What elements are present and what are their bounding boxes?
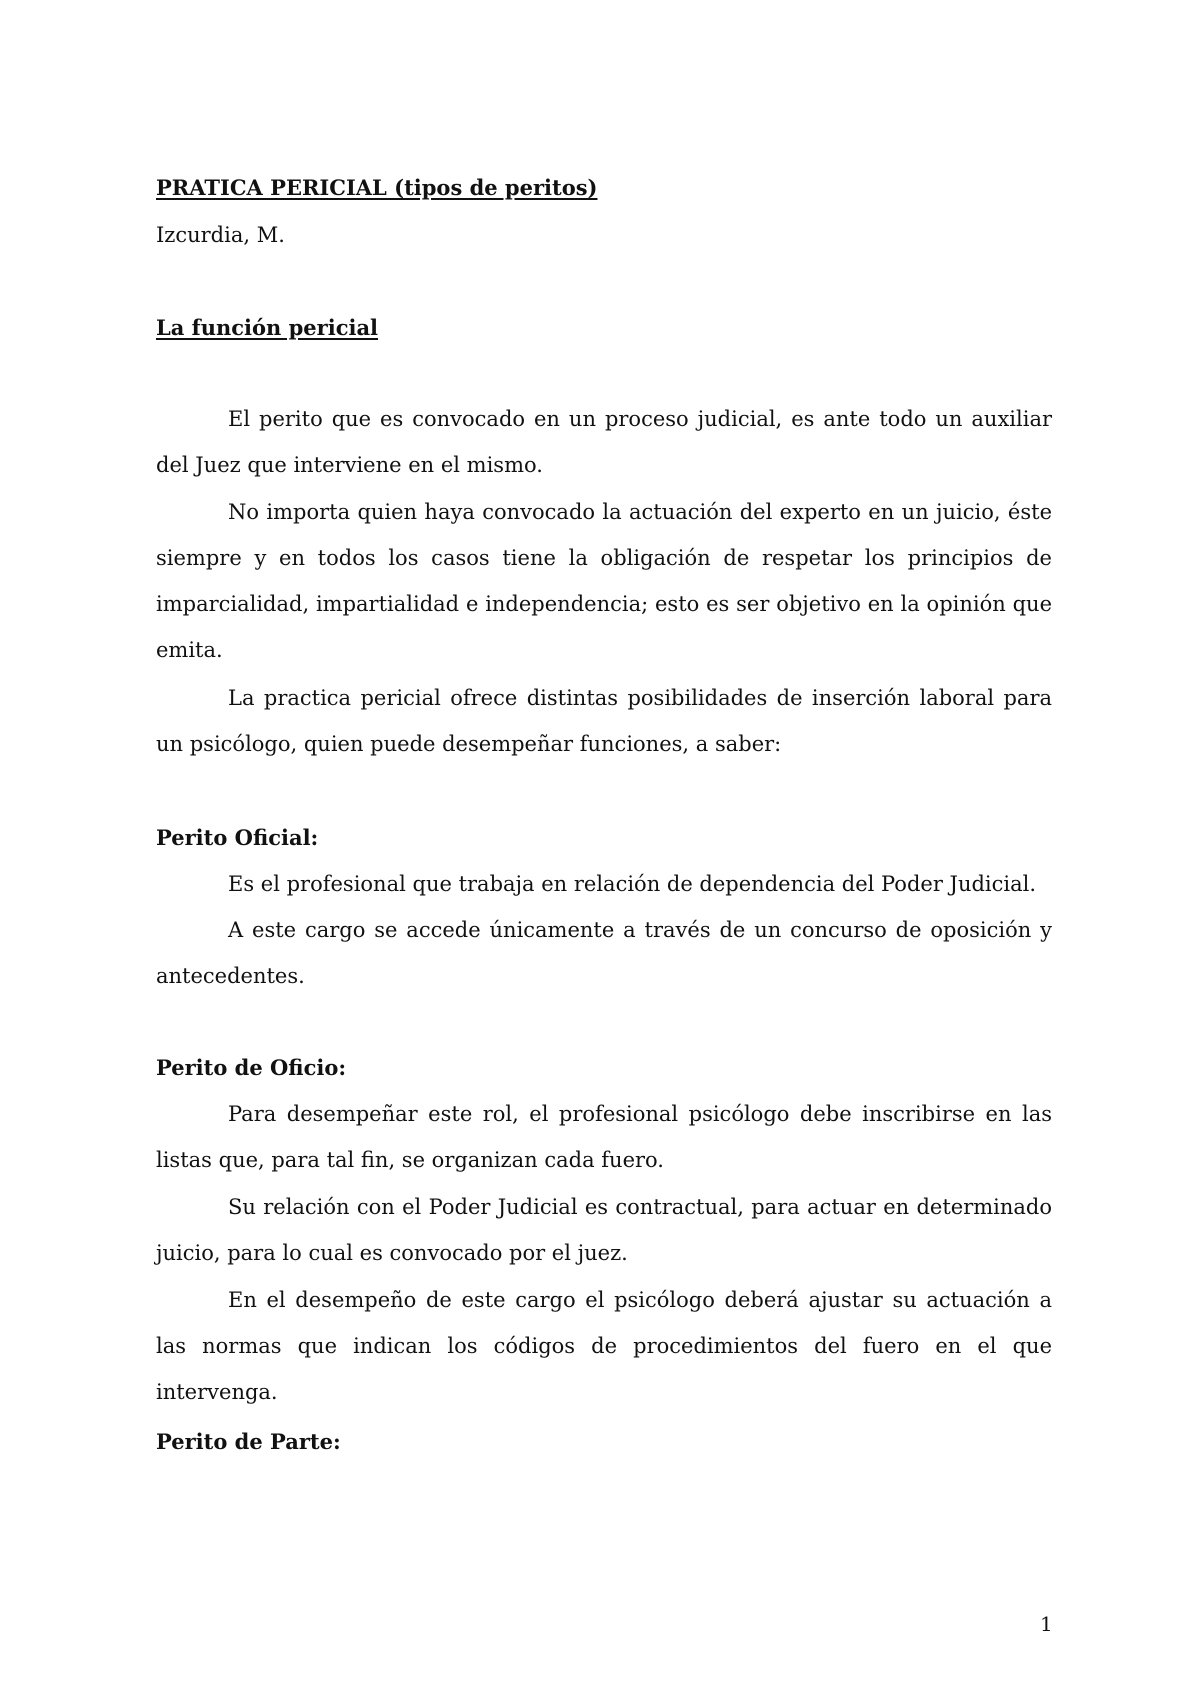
perito-oficial-paragraph-1: Es el profesional que trabaja en relación de dependencia del Poder Judicial. xyxy=(228,872,1037,896)
heading-perito-de-parte: Perito de Parte: xyxy=(156,1429,341,1454)
intro-paragraph-1: El perito que es convocado en un proceso judicial, es ante todo un auxiliar del Juez que interviene en el mismo. xyxy=(156,407,1052,477)
intro-paragraph-2: No importa quien haya convocado la actuación del experto en un juicio, éste siempre y en todos los casos tiene la obligación de respetar los principios de imparcialidad, impartialidad e independencia; esto es ser objetivo en la opinión que emita. xyxy=(156,500,1052,662)
document-author: Izcurdia, M. xyxy=(156,223,285,247)
intro-paragraph-3: La practica pericial ofrece distintas posibilidades de inserción laboral para un psicólogo, quien puede desempeñar funciones, a saber: xyxy=(156,686,1052,756)
document-page xyxy=(156,0,1052,1696)
page-number: 1 xyxy=(1040,1612,1053,1636)
heading-perito-oficial: Perito Oficial: xyxy=(156,825,319,850)
document-title: PRATICA PERICIAL (tipos de peritos) xyxy=(156,175,598,200)
perito-de-oficio-paragraph-2: Su relación con el Poder Judicial es contractual, para actuar en determinado juicio, para lo cual es convocado por el juez. xyxy=(156,1195,1052,1265)
perito-de-oficio-paragraph-3: En el desempeño de este cargo el psicólogo deberá ajustar su actuación a las normas que indican los códigos de procedimientos del fuero en el que intervenga. xyxy=(156,1288,1052,1404)
heading-perito-de-oficio: Perito de Oficio: xyxy=(156,1055,347,1080)
section-title-funcion-pericial: La función pericial xyxy=(156,315,379,340)
perito-de-oficio-paragraph-1: Para desempeñar este rol, el profesional psicólogo debe inscribirse en las listas que, para tal fin, se organizan cada fuero. xyxy=(156,1102,1052,1172)
perito-oficial-paragraph-2: A este cargo se accede únicamente a través de un concurso de oposición y antecedentes. xyxy=(156,918,1052,988)
